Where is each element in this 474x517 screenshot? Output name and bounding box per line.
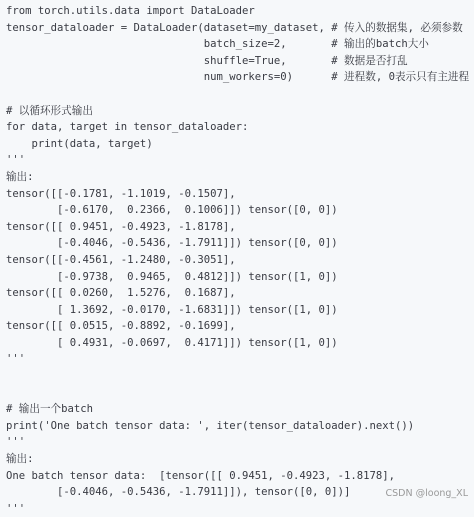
csdn-watermark: CSDN @loong_XL: [385, 488, 468, 499]
code-block: [6, 3, 469, 517]
code-line: shuffle=True, # 数据是否打乱: [6, 54, 408, 67]
code-line: print('One batch tensor data: ', iter(tensor_dataloader).next()): [6, 419, 415, 432]
code-line: print(data, target): [6, 137, 153, 150]
code-line: for data, target in tensor_dataloader:: [6, 121, 249, 134]
code-line: num_workers=0) # 进程数, 0表示只有主进程: [6, 71, 470, 84]
code-line: tensor([[ 0.9451, -0.4923, -1.8178],: [6, 220, 236, 233]
code-line: ''': [6, 436, 26, 449]
code-line: tensor([[-0.1781, -1.1019, -0.1507],: [6, 187, 236, 200]
code-line: # 以循环形式输出: [6, 104, 93, 117]
code-line: tensor([[-0.4561, -1.2480, -0.3051],: [6, 253, 236, 266]
code-line: One batch tensor data: [tensor([[ 0.9451, -0.4923, -1.8178],: [6, 469, 396, 482]
code-line: 输出:: [6, 170, 34, 183]
code-line: tensor_dataloader = DataLoader(dataset=my_dataset, # 传入的数据集, 必须参数: [6, 21, 463, 34]
code-line: [6, 86, 469, 103]
code-line: [6, 368, 469, 385]
code-line: # 输出一个batch: [6, 403, 94, 416]
code-line: [6, 385, 469, 402]
code-line: tensor([[ 0.0260, 1.5276, 0.1687],: [6, 287, 236, 300]
code-line: batch_size=2, # 输出的batch大小: [6, 38, 429, 51]
code-line: [-0.4046, -0.5436, -1.7911]]) tensor([0, 0]): [6, 237, 338, 250]
code-line: [-0.6170, 0.2366, 0.1006]]) tensor([0, 0]): [6, 204, 338, 217]
code-line: from torch.utils.data import DataLoader: [6, 5, 255, 17]
code-line: [ 1.3692, -0.0170, -1.6831]]) tensor([1, 0]): [6, 303, 338, 316]
code-line: tensor([[ 0.0515, -0.8892, -0.1699],: [6, 320, 236, 333]
code-line: [-0.4046, -0.5436, -1.7911]]), tensor([0, 0])]: [6, 486, 351, 499]
code-line: [ 0.4931, -0.0697, 0.4171]]) tensor([1, 0]): [6, 336, 338, 349]
code-line: 输出:: [6, 453, 34, 466]
code-line: ''': [6, 353, 26, 366]
code-line: ''': [6, 502, 26, 515]
code-line: ''': [6, 154, 26, 167]
code-line: [-0.9738, 0.9465, 0.4812]]) tensor([1, 0]): [6, 270, 338, 283]
